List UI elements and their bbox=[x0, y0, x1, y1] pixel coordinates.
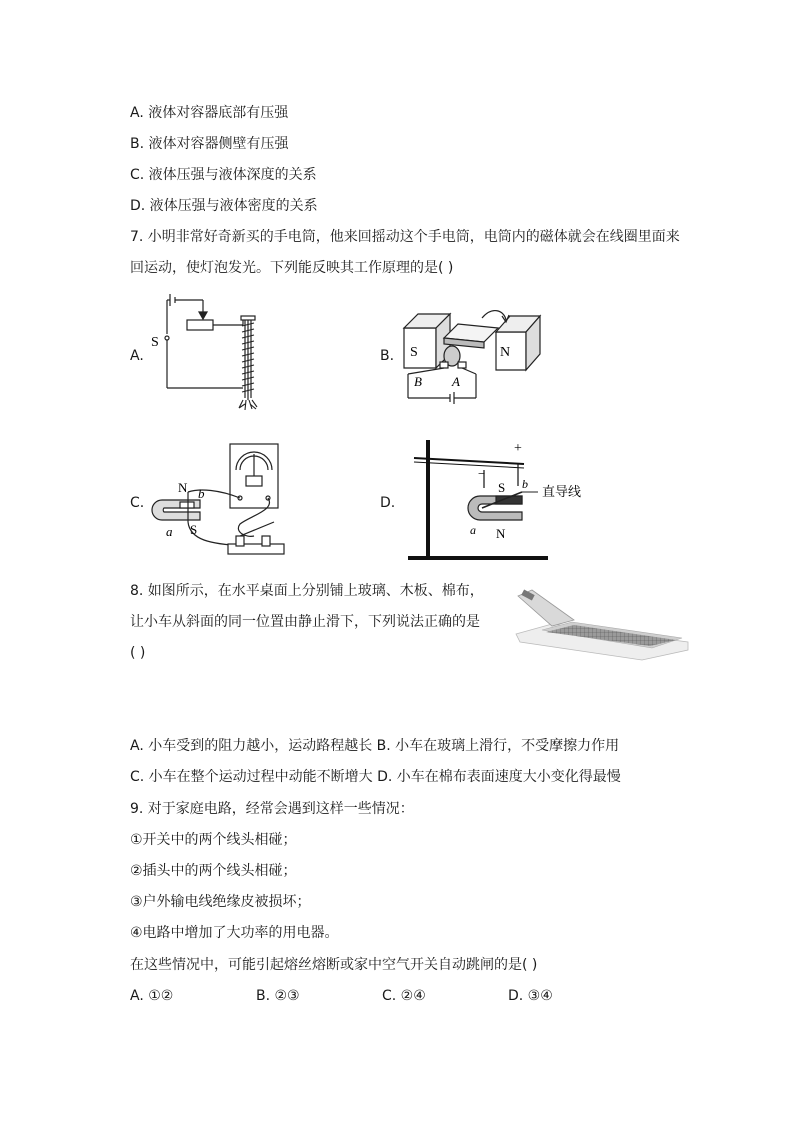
q8-options-line2: C. 小车在整个运动过程中动能不断增大 D. 小车在棉布表面速度大小变化得最慢 bbox=[130, 769, 621, 785]
figure-b-s-pole: S bbox=[410, 345, 418, 360]
q9-item-3: ③户外输电线绝缘皮被损坏； bbox=[130, 894, 311, 910]
figure-b-brush-a: A bbox=[452, 374, 460, 389]
figure-d-wire-label: 直导线 bbox=[542, 484, 582, 499]
q8-stem-line1: 8. 如图所示，在水平桌面上分别铺上玻璃、木板、棉布， bbox=[130, 583, 484, 599]
q9-option-a: A. ①② bbox=[130, 988, 174, 1004]
q9-option-d: D. ③④ bbox=[508, 988, 553, 1004]
q9-option-c: C. ②④ bbox=[382, 988, 426, 1004]
q7-figure-d-label: D. bbox=[380, 495, 396, 511]
q8-stem-line2: 让小车从斜面的同一位置由静止滑下，下列说法正确的是 bbox=[130, 614, 480, 630]
q7-figure-c-label: C. bbox=[130, 495, 145, 511]
figure-c-galvanometer-setup bbox=[150, 440, 290, 562]
q6-option-d: D. 液体压强与液体密度的关系 bbox=[130, 198, 318, 214]
figure-d-s-pole: S bbox=[498, 480, 506, 495]
q6-option-a: A. 液体对容器底部有压强 bbox=[130, 105, 289, 121]
q9-stem: 9. 对于家庭电路，经常会遇到这样一些情况： bbox=[130, 801, 414, 817]
figure-q8-incline-surfaces bbox=[512, 584, 690, 664]
figure-d-minus: − bbox=[478, 466, 486, 481]
q9-option-b: B. ②③ bbox=[256, 988, 300, 1004]
q8-options-line1: A. 小车受到的阻力越小，运动路程越长 B. 小车在玻璃上滑行，不受摩擦力作用 bbox=[130, 738, 620, 754]
figure-c-point-b: b bbox=[198, 486, 205, 501]
q7-figure-a-label: A. bbox=[130, 348, 144, 364]
figure-b-brush-b: B bbox=[414, 374, 422, 389]
figure-b-n-pole: N bbox=[500, 345, 511, 360]
figure-a-switch-label: S bbox=[151, 335, 159, 350]
q7-stem-line2: 回运动，使灯泡发光。下列能反映其工作原理的是( ) bbox=[130, 260, 454, 276]
q6-option-c: C. 液体压强与液体深度的关系 bbox=[130, 167, 317, 183]
q7-stem-line1: 7. 小明非常好奇新买的手电筒，他来回摇动这个手电筒，电筒内的磁体就会在线圈里面来 bbox=[130, 229, 680, 245]
figure-c-point-a: a bbox=[166, 524, 173, 539]
figure-a-electromagnet bbox=[145, 292, 275, 422]
q8-stem-line3: ( ) bbox=[130, 645, 146, 661]
figure-d-plus: + bbox=[514, 441, 522, 456]
q9-item-1: ①开关中的两个线头相碰； bbox=[130, 832, 297, 848]
figure-d-n-pole: N bbox=[496, 526, 506, 541]
figure-c-s-pole: S bbox=[190, 522, 198, 537]
figure-c-n-pole: N bbox=[178, 480, 188, 495]
q9-item-4: ④电路中增加了大功率的用电器。 bbox=[130, 925, 339, 941]
figure-b-generator bbox=[400, 298, 550, 410]
q6-option-b: B. 液体对容器侧壁有压强 bbox=[130, 136, 289, 152]
q7-figure-b-label: B. bbox=[380, 348, 395, 364]
q9-item-2: ②插头中的两个线头相碰； bbox=[130, 863, 297, 879]
figure-d-point-b: b bbox=[522, 477, 528, 491]
figure-d-point-a: a bbox=[470, 523, 476, 537]
figure-d-wire-in-magnet bbox=[404, 434, 582, 566]
q9-question: 在这些情况中，可能引起熔丝熔断或家中空气开关自动跳闸的是( ) bbox=[130, 957, 538, 973]
